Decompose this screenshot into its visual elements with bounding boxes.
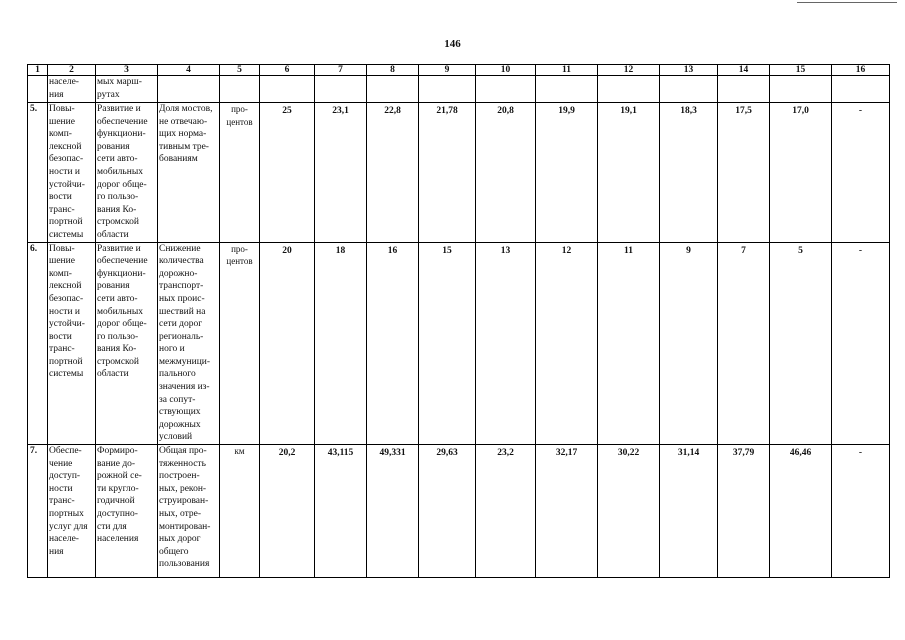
value-cell: 17,5 (718, 103, 770, 243)
column-number: 6 (260, 65, 315, 76)
indicator-cell (158, 76, 220, 103)
unit-cell (220, 76, 260, 103)
value-cell: 20,2 (260, 445, 315, 578)
value-cell: 22,8 (367, 103, 419, 243)
table-row-7 (28, 445, 890, 578)
value-cell: 20 (260, 242, 315, 445)
value-cell: 13 (476, 242, 536, 445)
value-cell: 19,9 (536, 103, 598, 243)
column-number: 4 (158, 65, 220, 76)
column-number: 12 (598, 65, 660, 76)
column-number-row (28, 65, 890, 76)
goal-cell: Повы- шение комп- лексной безопас- ности и устойчи- вости транс- портной системы (48, 242, 96, 445)
column-number: 9 (419, 65, 476, 76)
continuation-row (28, 76, 890, 103)
goal-cell: Обеспе- чение доступ- ности транс- портных услуг для населе- ния (48, 445, 96, 578)
value-cell: 20,8 (476, 103, 536, 243)
value-cell: 37,79 (718, 445, 770, 578)
value-cell: 21,78 (419, 103, 476, 243)
column-number: 3 (96, 65, 158, 76)
value-cell: - (832, 242, 890, 445)
value-cell: 12 (536, 242, 598, 445)
row-number-cell (28, 76, 48, 103)
value-cell (536, 76, 598, 103)
column-number: 16 (832, 65, 890, 76)
value-cell (367, 76, 419, 103)
value-cell: - (832, 103, 890, 243)
indicators-table (27, 64, 890, 578)
value-cell: 49,331 (367, 445, 419, 578)
value-cell: 46,46 (770, 445, 832, 578)
value-cell (770, 76, 832, 103)
column-number: 13 (660, 65, 718, 76)
table-row-6 (28, 242, 890, 445)
column-number: 10 (476, 65, 536, 76)
task-cell: мых марш- рутах (96, 76, 158, 103)
table-row-5 (28, 103, 890, 243)
value-cell: 31,14 (660, 445, 718, 578)
unit-cell: про- центов (220, 103, 260, 243)
value-cell (260, 76, 315, 103)
unit-cell: про- центов (220, 242, 260, 445)
value-cell (718, 76, 770, 103)
column-number: 7 (315, 65, 367, 76)
value-cell: 17,0 (770, 103, 832, 243)
value-cell: 7 (718, 242, 770, 445)
value-cell: 18 (315, 242, 367, 445)
indicator-cell: Доля мостов, не отвечаю- щих норма- тивным тре- бованиям (158, 103, 220, 243)
value-cell (476, 76, 536, 103)
value-cell: 16 (367, 242, 419, 445)
value-cell (660, 76, 718, 103)
column-number: 8 (367, 65, 419, 76)
value-cell (598, 76, 660, 103)
column-number: 2 (48, 65, 96, 76)
value-cell: 43,115 (315, 445, 367, 578)
task-cell: Формиро- вание до- рожной се- ти кругло- годичной доступно- сти для населения (96, 445, 158, 578)
value-cell: 9 (660, 242, 718, 445)
top-rule (797, 2, 897, 3)
value-cell: 29,63 (419, 445, 476, 578)
indicator-cell: Снижение количества дорожно- транспорт- ных проис- шествий на сети дорог региональ- ного и межмуници- пального значения из- за сопут- ствующих дорожных условий (158, 242, 220, 445)
column-number: 1 (28, 65, 48, 76)
row-number: 7. (28, 445, 48, 578)
row-number: 6. (28, 242, 48, 445)
value-cell (832, 76, 890, 103)
value-cell: 32,17 (536, 445, 598, 578)
value-cell: 23,2 (476, 445, 536, 578)
value-cell: 30,22 (598, 445, 660, 578)
value-cell (419, 76, 476, 103)
value-cell (315, 76, 367, 103)
column-number: 14 (718, 65, 770, 76)
value-cell: 19,1 (598, 103, 660, 243)
value-cell: 23,1 (315, 103, 367, 243)
task-cell: Развитие и обеспечение функциони- рования сети авто- мобильных дорог обще- го пользо- вания Ко- стромской области (96, 242, 158, 445)
page-number: 146 (444, 38, 461, 50)
goal-cell: населе- ния (48, 76, 96, 103)
row-number: 5. (28, 103, 48, 243)
value-cell: 18,3 (660, 103, 718, 243)
value-cell: 5 (770, 242, 832, 445)
value-cell: - (832, 445, 890, 578)
value-cell: 11 (598, 242, 660, 445)
value-cell: 25 (260, 103, 315, 243)
goal-cell: Повы- шение комп- лексной безопас- ности и устойчи- вости транс- портной системы (48, 103, 96, 243)
column-number: 11 (536, 65, 598, 76)
indicator-cell: Общая про- тяженность построен- ных, рекон- струирован- ных, отре- монтирован- ных дорог общего пользования (158, 445, 220, 578)
unit-cell: км (220, 445, 260, 578)
column-number: 15 (770, 65, 832, 76)
task-cell: Развитие и обеспечение функциони- рования сети авто- мобильных дорог обще- го пользо- вания Ко- стромской области (96, 103, 158, 243)
value-cell: 15 (419, 242, 476, 445)
column-number: 5 (220, 65, 260, 76)
